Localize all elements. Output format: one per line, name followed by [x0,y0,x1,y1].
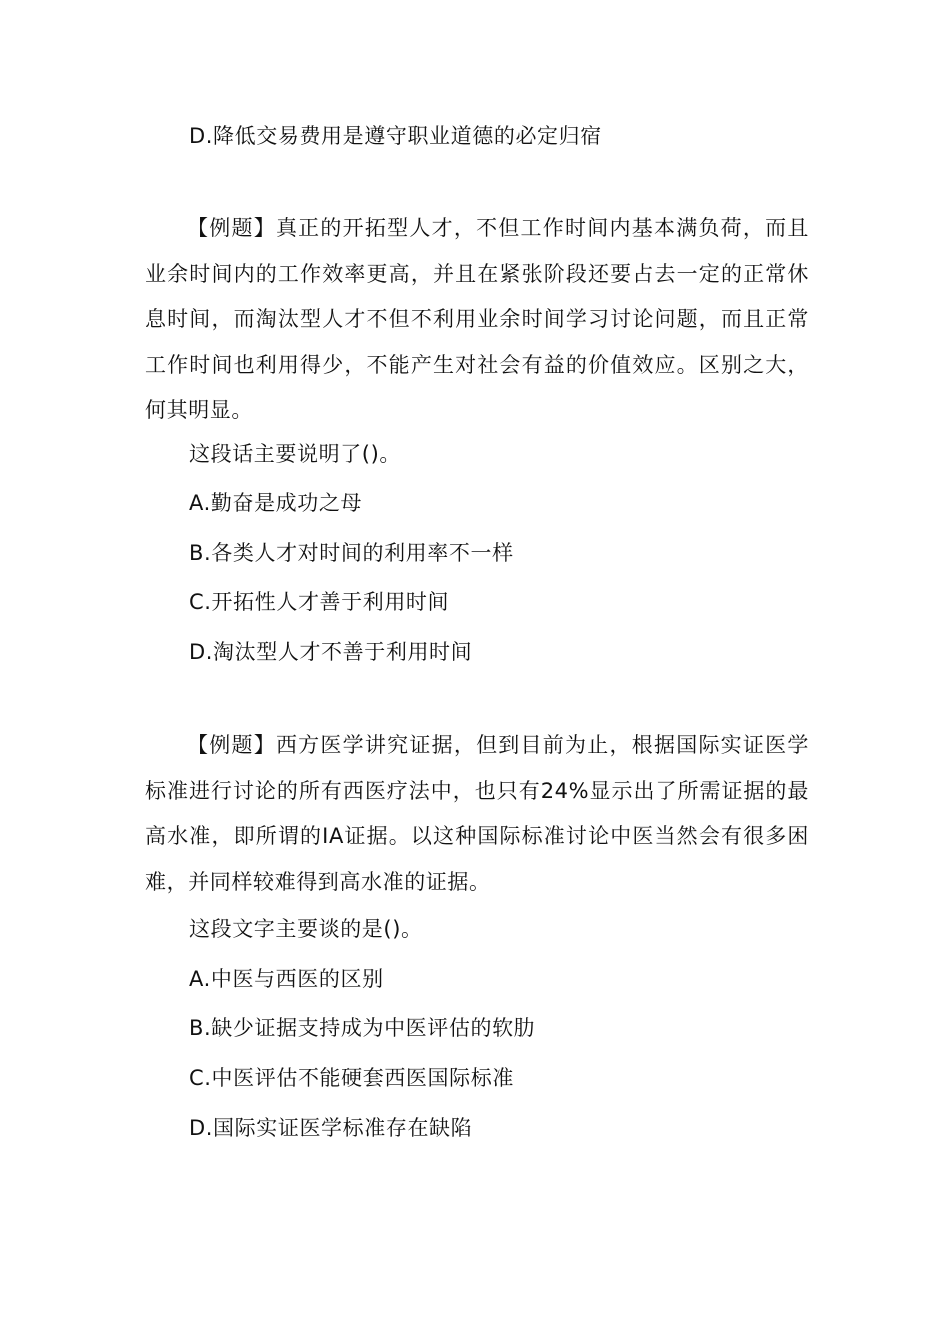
example-2-option-b: B.缺少证据支持成为中医评估的软肋 [189,1016,536,1040]
example-2-option-d: D.国际实证医学标准存在缺陷 [189,1116,473,1140]
example-2-option-c: C.中医评估不能硬套西医国际标准 [189,1066,514,1090]
example-2-option-a: A.中医与西医的区别 [189,967,384,991]
example-1-option-c: C.开拓性人才善于利用时间 [189,590,450,614]
example-2-passage: 【例题】西方医学讲究证据，但到目前为止，根据国际实证医学标准进行讨论的所有西医疗法中，也只有24%显示出了所需证据的最高水准，即所谓的IA证据。以这种国际标准讨论中医当然会有很多困难，并同样较难得到高水准的证据。 [145,733,809,894]
example-2-question: 这段文字主要谈的是()。 [189,917,423,941]
example-1-question: 这段话主要说明了()。 [189,442,401,466]
example-1-option-b: B.各类人才对时间的利用率不一样 [189,541,514,565]
example-1-option-a: A.勤奋是成功之母 [189,491,363,515]
example-1-passage: 【例题】真正的开拓型人才，不但工作时间内基本满负荷，而且业余时间内的工作效率更高，并且在紧张阶段还要占去一定的正常休息时间，而淘汰型人才不但不利用业余时间学习讨论问题，而且正常工作时间也利用得少，不能产生对社会有益的价值效应。区别之大，何其明显。 [145,216,809,422]
example-1-option-d: D.淘汰型人才不善于利用时间 [189,640,473,664]
option-d-text: D.降低交易费用是遵守职业道德的必定归宿 [189,124,602,148]
